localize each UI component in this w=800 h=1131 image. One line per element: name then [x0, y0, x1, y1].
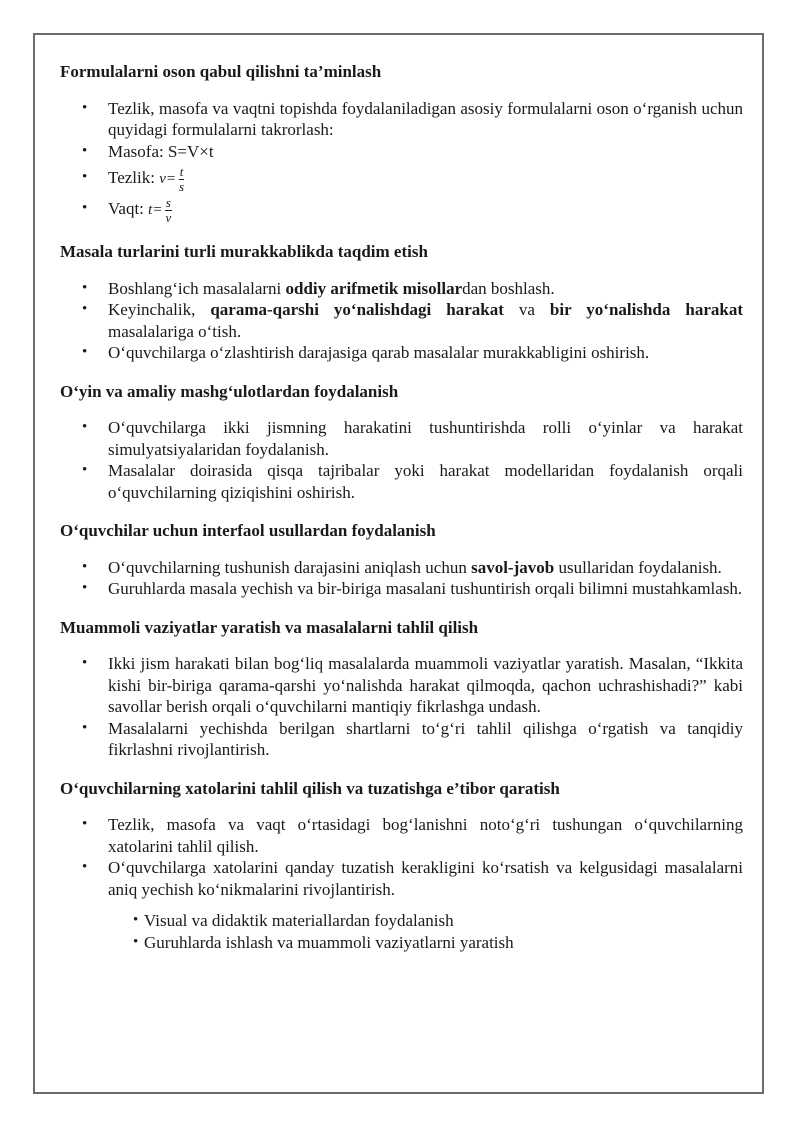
list-item: • O‘quvchilarga ikki jismning harakatini tushuntirishda rolli o‘yinlar va harakat simulyatsiyalaridan foydalanish.: [60, 417, 743, 460]
fraction: [178, 165, 185, 194]
formula-label: Tezlik:: [108, 168, 160, 187]
list-item: • Masofa: S=V×t: [60, 141, 743, 163]
fraction: [164, 196, 172, 225]
list-item: • Tezlik, masofa va vaqtni topishda foydalaniladigan asosiy formulalarni oson o‘rganish uchun quyidagi formulalarni takrorlash:: [60, 98, 743, 141]
section-heading: Muammoli vaziyatlar yaratish va masalalarni tahlil qilish: [60, 617, 479, 637]
text-run: O‘quvchilarning tushunish darajasini aniqlash uchun: [108, 557, 472, 577]
text-run: Keyinchalik,: [108, 300, 211, 319]
bullet-list: [60, 557, 743, 600]
list-item: • Masalalarni yechishda berilgan shartlarni to‘g‘ri tahlil qilishga o‘rgatish va tanqidiy fikrlashni rivojlantirish.: [60, 718, 743, 761]
section-heading: O‘yin va amaliy mashg‘ulotlardan foydalanish: [60, 381, 399, 401]
formula-equals: =: [165, 171, 177, 187]
section-heading: Masala turlarini turli murakkablikda taqdim etish: [60, 242, 428, 261]
sub-bullet-list: [60, 910, 743, 953]
list-item: • O‘quvchilarga xatolarini qanday tuzatish kerakligini ko‘rsatish va kelgusidagi masalalarni aniq yechish ko‘nikmalarini rivojlantirish.: [60, 857, 743, 900]
fraction-numerator: s: [165, 194, 171, 210]
list-item: • Guruhlarda masala yechish va bir-biriga masalani tushuntirish orqali bilimni mustahkamlash.: [60, 578, 743, 600]
fraction-denominator: v: [165, 209, 172, 225]
list-item: • Masalalar doirasida qisqa tajribalar yoki harakat modellaridan foydalanish orqali o‘quvchilarning qiziqishini oshirish.: [60, 460, 743, 503]
formula-lhs: t: [148, 202, 153, 218]
text-run: usullaridan foydalanish.: [554, 557, 722, 577]
document-page: [33, 33, 764, 1094]
text-run: Boshlang‘ich masalalarni: [108, 278, 286, 298]
bold-run: qarama-qarshi yo‘nalishdagi harakat: [210, 300, 504, 319]
bullet-list: [60, 417, 743, 503]
sub-list-item: • Visual va didaktik materiallardan foydalanish: [60, 910, 743, 932]
bold-run: bir yo‘nalishda harakat: [549, 300, 743, 319]
section-heading: O‘quvchilar uchun interfaol usullardan foydalanish: [60, 521, 436, 540]
list-item: • Ikki jism harakati bilan bog‘liq masalalarda muammoli vaziyatlar yaratish. Masalan, “Ikkita kishi bir-biriga qarama-qarshi yo‘nalishda harakat qilmoqda, qachon uchrashishadi?” kabi savollar berish orqali o‘quvchilarni mantiqiy fikrlashga undash.: [60, 653, 743, 718]
text-run: masalalariga o‘tish.: [108, 321, 242, 341]
list-item: [60, 557, 743, 579]
bullet-list: [60, 814, 743, 900]
list-item-formula-time: [60, 193, 743, 224]
formula-equals: =: [152, 202, 163, 218]
text-run: va: [503, 300, 550, 319]
list-item-formula-speed: [60, 162, 743, 193]
sub-list-item: • Guruhlarda ishlash va muammoli vaziyatlarni yaratish: [60, 932, 743, 954]
bold-run: oddiy arifmetik misollar: [285, 278, 463, 298]
list-item: [60, 299, 743, 342]
bold-run: savol-javob: [471, 557, 555, 577]
list-item: • Tezlik, masofa va vaqt o‘rtasidagi bog‘lanishni noto‘g‘ri tushungan o‘quvchilarning xatolarini tahlil qilish.: [60, 814, 743, 857]
formula-label: Vaqt:: [108, 199, 149, 218]
document-content: [60, 61, 743, 953]
fraction-denominator: s: [179, 178, 185, 194]
bullet-list: [60, 653, 743, 761]
list-item: [60, 278, 743, 300]
text-run: dan boshlash.: [462, 278, 555, 298]
bullet-list: [60, 98, 743, 225]
fraction-numerator: t: [179, 163, 184, 179]
section-heading: Formulalarni oson qabul qilishni ta’minlash: [60, 62, 382, 81]
section-heading: O‘quvchilarning xatolarini tahlil qilish va tuzatishga e’tibor qaratish: [60, 778, 560, 798]
list-item: • O‘quvchilarga o‘zlashtirish darajasiga qarab masalalar murakkabligini oshirish.: [60, 342, 743, 364]
bullet-list: [60, 278, 743, 364]
formula-lhs: v: [159, 171, 166, 187]
